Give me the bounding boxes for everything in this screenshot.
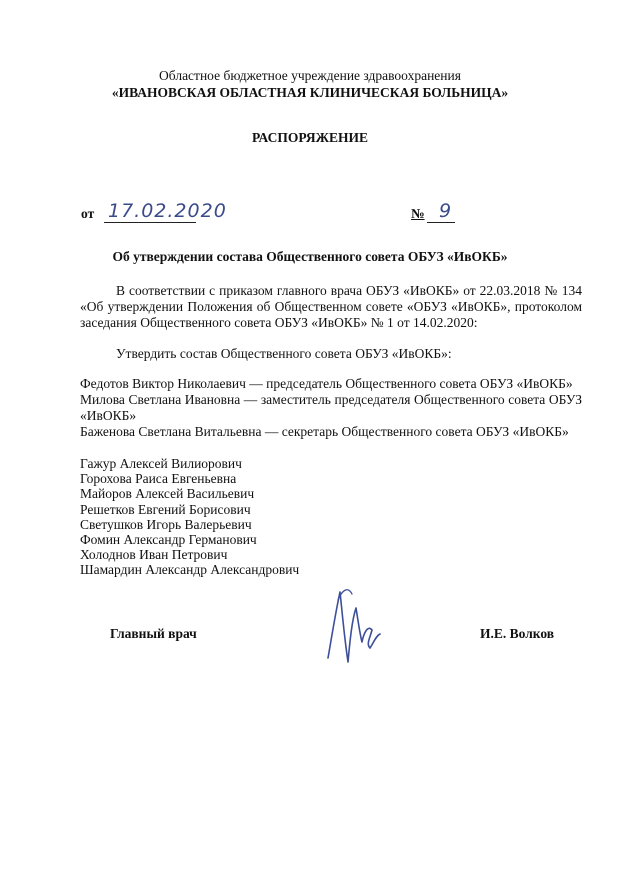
leader-item-chairman: Федотов Виктор Николаевич — председатель Общественного совета ОБУЗ «ИвОКБ» <box>80 376 573 391</box>
approve-paragraph: Утвердить состав Общественного совета ОБУЗ «ИвОКБ»: <box>116 346 452 361</box>
document-type-title: РАСПОРЯЖЕНИЕ <box>251 130 369 145</box>
council-members-list <box>80 456 480 578</box>
member-item: Светушков Игорь Валерьевич <box>80 516 252 532</box>
date-number-row <box>0 200 620 224</box>
leader-item-deputy: Милова Светлана Ивановна — заместитель председателя Общественного совета ОБУЗ «ИвОКБ» <box>80 392 582 423</box>
handwritten-signature <box>318 580 388 670</box>
member-item: Шамардин Александр Александрович <box>80 562 300 578</box>
member-item: Фомин Александр Германович <box>80 532 257 548</box>
date-label: от <box>81 206 95 221</box>
member-item: Решетков Евгений Борисович <box>80 501 251 517</box>
org-name-line1: Областное бюджетное учреждение здравоохранения <box>159 68 461 83</box>
member-item: Холоднов Иван Петрович <box>80 547 228 563</box>
number-underline <box>427 222 455 223</box>
basis-paragraph: В соответствии с приказом главного врача ОБУЗ «ИвОКБ» от 22.03.2018 № 134 «Об утверждении Положения об Общественном совете «ОБУЗ «ИвОКБ», протоколом заседания Общественного совета ОБУЗ «ИвОКБ» № 1 от 14.02.2020: <box>80 283 582 330</box>
handwritten-date: 17.02.2020 <box>108 200 227 222</box>
date-underline <box>104 222 196 223</box>
number-label: № <box>411 206 425 221</box>
member-item: Майоров Алексей Васильевич <box>80 486 255 502</box>
signatory-position: Главный врач <box>110 626 197 641</box>
org-name-line2: «ИВАНОВСКАЯ ОБЛАСТНАЯ КЛИНИЧЕСКАЯ БОЛЬНИЦА» <box>111 85 509 100</box>
council-leadership-list <box>80 376 582 440</box>
handwritten-number: 9 <box>439 200 452 222</box>
document-subject: Об утверждении состава Общественного совета ОБУЗ «ИвОКБ» <box>112 249 508 264</box>
member-item: Горохова Раиса Евгеньевна <box>80 471 237 487</box>
signature-block <box>0 580 620 670</box>
signatory-name: И.Е. Волков <box>480 626 555 641</box>
member-item: Гажур Алексей Вилиорович <box>80 456 242 471</box>
leader-item-secretary: Баженова Светлана Витальевна — секретарь Общественного совета ОБУЗ «ИвОКБ» <box>80 424 569 439</box>
